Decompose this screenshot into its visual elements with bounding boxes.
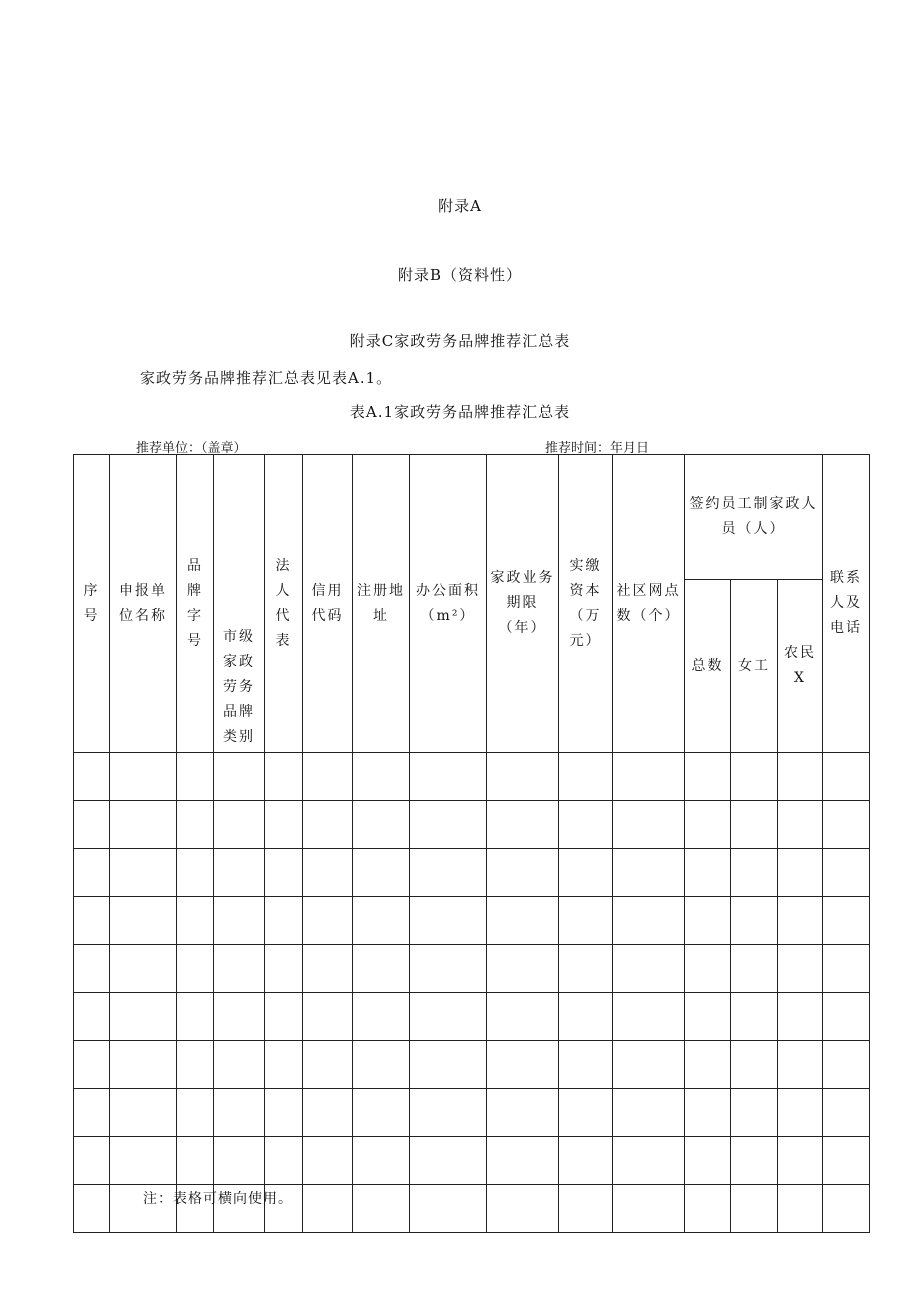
table-cell[interactable] bbox=[303, 1185, 353, 1233]
table-cell[interactable] bbox=[177, 993, 214, 1041]
table-row bbox=[74, 849, 870, 897]
table-cell[interactable] bbox=[685, 1089, 731, 1137]
table-cell[interactable] bbox=[177, 849, 214, 897]
col-brand-name: 品牌字号 bbox=[177, 455, 214, 753]
table-cell[interactable] bbox=[823, 753, 870, 801]
table-cell[interactable] bbox=[731, 753, 778, 801]
table-cell[interactable] bbox=[778, 1185, 823, 1233]
table-cell[interactable] bbox=[778, 945, 823, 993]
table-cell[interactable] bbox=[265, 993, 303, 1041]
table-cell[interactable] bbox=[177, 945, 214, 993]
col-office-area: 办公面积（m²） bbox=[410, 455, 487, 753]
table-cell[interactable] bbox=[613, 1185, 685, 1233]
table-cell[interactable] bbox=[778, 1041, 823, 1089]
table-cell[interactable] bbox=[265, 1041, 303, 1089]
table-cell[interactable] bbox=[731, 849, 778, 897]
table-cell[interactable] bbox=[214, 1041, 265, 1089]
table-cell[interactable] bbox=[613, 1041, 685, 1089]
table-cell[interactable] bbox=[110, 945, 177, 993]
col-service-term: 家政业务期限（年） bbox=[487, 455, 559, 753]
table-cell[interactable] bbox=[410, 993, 487, 1041]
table-cell[interactable] bbox=[410, 1185, 487, 1233]
table-cell[interactable] bbox=[353, 945, 410, 993]
table-row bbox=[74, 801, 870, 849]
table-cell[interactable] bbox=[410, 1089, 487, 1137]
table-row bbox=[74, 1041, 870, 1089]
recommend-time: 推荐时间：年月日 bbox=[545, 441, 650, 456]
table-cell[interactable] bbox=[353, 993, 410, 1041]
table-cell[interactable] bbox=[778, 993, 823, 1041]
table-cell[interactable] bbox=[823, 897, 870, 945]
table-cell[interactable] bbox=[487, 1089, 559, 1137]
table-cell[interactable] bbox=[559, 993, 613, 1041]
table-cell[interactable] bbox=[177, 1089, 214, 1137]
col-reg-address: 注册地址 bbox=[353, 455, 410, 753]
table-cell[interactable] bbox=[303, 753, 353, 801]
table-cell[interactable] bbox=[303, 1089, 353, 1137]
table-cell[interactable] bbox=[177, 753, 214, 801]
table-cell[interactable] bbox=[303, 1137, 353, 1185]
table-cell[interactable] bbox=[685, 753, 731, 801]
summary-table bbox=[73, 454, 870, 1233]
table-cell[interactable] bbox=[265, 849, 303, 897]
table-cell[interactable] bbox=[731, 1185, 778, 1233]
table-cell[interactable] bbox=[265, 801, 303, 849]
table-cell[interactable] bbox=[823, 1185, 870, 1233]
table-row bbox=[74, 993, 870, 1041]
table-row bbox=[74, 1137, 870, 1185]
table-cell[interactable] bbox=[74, 1089, 110, 1137]
table-cell[interactable] bbox=[110, 1041, 177, 1089]
table-cell[interactable] bbox=[685, 1137, 731, 1185]
table-cell[interactable] bbox=[353, 1089, 410, 1137]
appendix-c-heading: 附录C家政劳务品牌推荐汇总表 bbox=[349, 332, 571, 350]
appendix-b-heading: 附录B（资料性） bbox=[397, 266, 523, 284]
table-cell[interactable] bbox=[559, 1137, 613, 1185]
table-cell[interactable] bbox=[731, 993, 778, 1041]
table-cell[interactable] bbox=[410, 801, 487, 849]
table-cell[interactable] bbox=[214, 945, 265, 993]
table-cell[interactable] bbox=[613, 801, 685, 849]
table-cell[interactable] bbox=[685, 993, 731, 1041]
table-cell[interactable] bbox=[214, 801, 265, 849]
table-cell[interactable] bbox=[731, 801, 778, 849]
table-cell[interactable] bbox=[685, 1041, 731, 1089]
col-community-points: 社区网点数（个） bbox=[613, 455, 685, 753]
table-cell[interactable] bbox=[778, 1137, 823, 1185]
table-cell[interactable] bbox=[74, 801, 110, 849]
table-cell[interactable] bbox=[265, 897, 303, 945]
table-cell[interactable] bbox=[410, 945, 487, 993]
table-cell[interactable] bbox=[410, 753, 487, 801]
table-cell[interactable] bbox=[74, 945, 110, 993]
table-cell[interactable] bbox=[110, 897, 177, 945]
table-cell[interactable] bbox=[487, 993, 559, 1041]
table-cell[interactable] bbox=[731, 1089, 778, 1137]
table-cell[interactable] bbox=[778, 849, 823, 897]
table-cell[interactable] bbox=[177, 1137, 214, 1185]
table-cell[interactable] bbox=[487, 897, 559, 945]
table-cell[interactable] bbox=[685, 945, 731, 993]
table-cell[interactable] bbox=[487, 945, 559, 993]
table-cell[interactable] bbox=[685, 801, 731, 849]
table-cell[interactable] bbox=[487, 1041, 559, 1089]
table-note: 注：表格可横向使用。 bbox=[143, 1191, 293, 1207]
table-cell[interactable] bbox=[613, 1137, 685, 1185]
table-cell[interactable] bbox=[110, 993, 177, 1041]
table-cell[interactable] bbox=[613, 753, 685, 801]
table-cell[interactable] bbox=[265, 1089, 303, 1137]
table-cell[interactable] bbox=[559, 753, 613, 801]
col-staff-group: 签约员工制家政人员（人） bbox=[685, 455, 823, 580]
table-cell[interactable] bbox=[559, 897, 613, 945]
table-cell[interactable] bbox=[613, 993, 685, 1041]
table-cell[interactable] bbox=[823, 993, 870, 1041]
table-cell[interactable] bbox=[823, 1041, 870, 1089]
table-cell[interactable] bbox=[613, 1089, 685, 1137]
table-cell[interactable] bbox=[731, 897, 778, 945]
table-cell[interactable] bbox=[110, 849, 177, 897]
table-cell[interactable] bbox=[74, 1137, 110, 1185]
table-cell[interactable] bbox=[410, 1137, 487, 1185]
table-cell[interactable] bbox=[110, 1089, 177, 1137]
table-cell[interactable] bbox=[487, 849, 559, 897]
table-cell[interactable] bbox=[110, 753, 177, 801]
table-cell[interactable] bbox=[110, 1137, 177, 1185]
table-cell[interactable] bbox=[303, 801, 353, 849]
table-cell[interactable] bbox=[778, 801, 823, 849]
table-cell[interactable] bbox=[559, 1041, 613, 1089]
table-cell[interactable] bbox=[303, 945, 353, 993]
table-cell[interactable] bbox=[778, 753, 823, 801]
table-cell[interactable] bbox=[353, 897, 410, 945]
table-cell[interactable] bbox=[731, 1041, 778, 1089]
table-cell[interactable] bbox=[823, 1137, 870, 1185]
table-cell[interactable] bbox=[303, 993, 353, 1041]
table-cell[interactable] bbox=[74, 1185, 110, 1233]
table-cell[interactable] bbox=[823, 945, 870, 993]
table-row bbox=[74, 1089, 870, 1137]
table-cell[interactable] bbox=[559, 849, 613, 897]
appendix-a-heading: 附录A bbox=[438, 197, 482, 215]
table-cell[interactable] bbox=[685, 849, 731, 897]
col-seq: 序号 bbox=[74, 455, 110, 753]
table-cell[interactable] bbox=[353, 801, 410, 849]
table-cell[interactable] bbox=[685, 897, 731, 945]
col-legal-rep: 法人代表 bbox=[265, 455, 303, 753]
table-cell[interactable] bbox=[559, 801, 613, 849]
table-cell[interactable] bbox=[410, 1041, 487, 1089]
table-cell[interactable] bbox=[177, 801, 214, 849]
table-cell[interactable] bbox=[613, 945, 685, 993]
table-cell[interactable] bbox=[353, 1041, 410, 1089]
table-cell[interactable] bbox=[731, 945, 778, 993]
table-cell[interactable] bbox=[778, 1089, 823, 1137]
table-cell[interactable] bbox=[559, 1089, 613, 1137]
col-category: 市级家政劳务品牌类别 bbox=[214, 455, 265, 753]
table-cell[interactable] bbox=[265, 1137, 303, 1185]
col-total: 总数 bbox=[685, 580, 731, 753]
table-cell[interactable] bbox=[214, 849, 265, 897]
table-cell[interactable] bbox=[613, 849, 685, 897]
col-contact: 联系人及电话 bbox=[823, 455, 870, 753]
table-cell[interactable] bbox=[823, 849, 870, 897]
table-cell[interactable] bbox=[823, 1089, 870, 1137]
table-row bbox=[74, 753, 870, 801]
table-cell[interactable] bbox=[214, 753, 265, 801]
table-cell[interactable] bbox=[559, 945, 613, 993]
table-cell[interactable] bbox=[353, 849, 410, 897]
table-cell[interactable] bbox=[303, 897, 353, 945]
table-cell[interactable] bbox=[303, 1041, 353, 1089]
table-cell[interactable] bbox=[353, 1137, 410, 1185]
table-cell[interactable] bbox=[214, 993, 265, 1041]
table-cell[interactable] bbox=[685, 1185, 731, 1233]
table-cell[interactable] bbox=[74, 993, 110, 1041]
table-cell[interactable] bbox=[74, 849, 110, 897]
table-cell[interactable] bbox=[731, 1137, 778, 1185]
table-cell[interactable] bbox=[177, 1041, 214, 1089]
table-cell[interactable] bbox=[214, 897, 265, 945]
table-row bbox=[74, 897, 870, 945]
intro-text: 家政劳务品牌推荐汇总表见表A.1。 bbox=[140, 369, 393, 387]
table-cell[interactable] bbox=[613, 897, 685, 945]
table-cell[interactable] bbox=[410, 849, 487, 897]
table-cell[interactable] bbox=[353, 1185, 410, 1233]
table-row bbox=[74, 945, 870, 993]
table-caption: 表A.1家政劳务品牌推荐汇总表 bbox=[349, 403, 571, 421]
col-unit-name: 申报单位名称 bbox=[110, 455, 177, 753]
table-cell[interactable] bbox=[778, 897, 823, 945]
table-cell[interactable] bbox=[487, 1185, 559, 1233]
table-cell[interactable] bbox=[303, 849, 353, 897]
table-cell[interactable] bbox=[487, 1137, 559, 1185]
table-cell[interactable] bbox=[110, 801, 177, 849]
table-cell[interactable] bbox=[410, 897, 487, 945]
table-cell[interactable] bbox=[265, 753, 303, 801]
col-credit-code: 信用代码 bbox=[303, 455, 353, 753]
table-cell[interactable] bbox=[177, 897, 214, 945]
col-female: 女工 bbox=[731, 580, 778, 753]
recommender-unit: 推荐单位：（盖章） bbox=[136, 441, 247, 456]
table-cell[interactable] bbox=[353, 753, 410, 801]
table-cell[interactable] bbox=[487, 801, 559, 849]
table-cell[interactable] bbox=[559, 1185, 613, 1233]
table-cell[interactable] bbox=[74, 897, 110, 945]
table-cell[interactable] bbox=[823, 801, 870, 849]
table-cell[interactable] bbox=[214, 1089, 265, 1137]
col-migrant: 农民X bbox=[778, 580, 823, 753]
table-cell[interactable] bbox=[487, 753, 559, 801]
table-cell[interactable] bbox=[265, 945, 303, 993]
col-paid-capital: 实缴资本（万元） bbox=[559, 455, 613, 753]
table-cell[interactable] bbox=[74, 753, 110, 801]
table-cell[interactable] bbox=[74, 1041, 110, 1089]
table-cell[interactable] bbox=[214, 1137, 265, 1185]
